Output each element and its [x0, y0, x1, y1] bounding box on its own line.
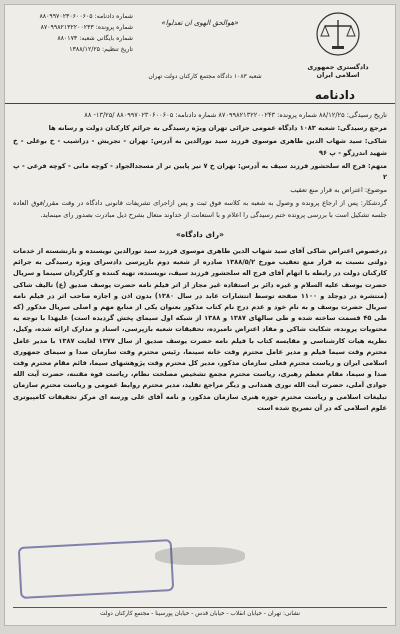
plaintiff: شاکی: سید شهاب الدین طاهری موسوی فرزند سید نورالدین به آدرس: تهران - تجریش - دزاشیب - خ بوعلی - خ شهید اندرزگو - پ ۹۶ — [13, 137, 387, 157]
verdict-heading: «رای دادگاه» — [176, 229, 224, 239]
footer-address: نشانی: تهران - خیابان انقلاب - خیابان قدس - خیابان پورسینا - مجتمع کارکنان دولت — [13, 607, 387, 617]
court-verdict-document — [4, 4, 396, 626]
judiciary-emblem-block — [295, 11, 381, 79]
official-stamp — [18, 539, 175, 599]
verdict-paragraph: درخصوص اعتراض شاکی آقای سید شهاب الدین طاهری موسوی فرزند سید نورالدین نویسنده و بازنشسته از خدمات دولتی نسبت به قرار منع تعقیب مورخ ۱۳۸۸/۵/۲ صادره از شعبه دوم بازپرسی دادسرای ویژه رسیدگی به جرائم کارکنان دولت در رابطه با اتهام آقای فرج اله سلحشور فرزند سیف، نویسنده، تهیه کننده و کارگردان سینما و سریال حضرت یوسف علیه السلام و غیره دائر بر استفاده غیر مجاز از اثر فیلم نامه حضرت یوسف صدیق (ع) تالیف شاکی (منتشره در دوجلد و ۱۱۰۰ صفحه توسط انتشارات عابد در سال ۱۳۸۰) بدون اذن و اجازه صاحب اثر در فیلم نامه سریال حضرت یوسف و به نام خود و عدم درج نام کتاب مذکور بعنوان یکی از منابع مهم و اصلی سریال مذکور (که طی ۴۵ قسمت ساخته شده و طی سالهای ۱۳۸۷ و ۱۳۸۸ از شبکه اول سیمای پخش گردیده است) علیهذا با توجه به محتویات پرونده، شکایت شاکی و مفاد اعتراض نامبرده، تحقیقات شعبه بازپرسی، اسناد و مدارک ارائه شده، وکیل، نظریه هیات کارشناسی و مقایسه کتاب با فیلم نامه حضرت یوسف صدیق از سال ۱۳۷۷ لغایت ۱۳۸۷ با مدیر عامل محترم وقت سیما فیلم و مدیر عامل محترم وقت خانه سینما، رئیس محترم وقت سازمان صدا و سیمای جمهوری اسلامی ایران و ریاست محترم فعلی سازمان مذکور، مدیر کل محترم وقت پژوهشهای سیما، قائم مقام محترم وقت صدا و سیما، مقام معظم رهبری، ریاست محترم مجمع تشخیص مصلحت نظام، ریاست قوه مقننه، حضرت آیت الله جوادی آملی، حضرت آیت الله نوری همدانی و دیگر مراجع تقلید، مدیر محترم روابط عمومی و ریاست محترم سازمان تبلیغات اسلامی و ریاست محترم حوزه هنری سازمان مذکور، و نامه آقای علی ورسه ای مرکز تحقیقات کامپیوتری علوم اسلامی که در آن تصریح شده است — [13, 247, 388, 412]
document-meta — [13, 11, 133, 55]
proceedings: گردشکار: پس از ارجاع پرونده و وصول به شعبه به کلاسه فوق ثبت و پس ازاجرای تشریفات قانونی دادگاه در وقت مقرر/فوق العاده جلسه تشکیل است با بررسی پرونده ختم رسیدگی را اعلام و با استعانت از خداوند متعال بشرح ذیل مبادرت بصدور رای مینماید. — [13, 199, 387, 219]
subject: موضوع: اعتراض به قرار منع تعقیب — [290, 186, 387, 195]
document-header — [5, 5, 395, 104]
issue-date: تاریخ تنظیم: ۱۳۸۸/۱۲/۲۵ — [69, 46, 133, 53]
hearing-info: تاریخ رسیدگی: ۸۸/۱۲/۲۵ شماره پرونده: ۸۷۰۹۹۸۲۱۳۲۲۰۰۲۴۳ شماره دادنامه: ۸۸۰۹۹۷۰۲۳۰۶۰۰۶۰۵ /۱۳/۲۵- ۸۸ — [84, 111, 387, 119]
document-title: دادنامه — [314, 88, 355, 102]
document-body — [5, 104, 395, 414]
scales-of-justice-icon — [315, 11, 361, 57]
court-reference: مرجع رسیدگی: شعبه ۱۰۸۳ دادگاه عمومی جزائی تهران ویژه رسیدگی به جرائم کارکنان دولت و رسانه ها — [48, 124, 387, 133]
defendant: متهم: فرج اله سلحشور فرزند سیف به آدرس: تهران خ ۷ تیر پایین تر از مسجدالجواد - کوچه مانی - کوچه فرعی - پ ۲ — [13, 161, 387, 182]
case-number: شماره پرونده: ۸۷۰۹۹۸۲۱۳۲۲۰۰۲۴۳ — [40, 24, 133, 31]
basmala: «هوالحق الهوی ان تعدلوا» — [161, 19, 239, 27]
archive-number: شماره بایگانی شعبه: ۸۸۰۱۷۳ — [57, 35, 133, 42]
court-branch-line: شعبه ۱۰۸۳ دادگاه مجتمع کارکنان دولت تهران — [148, 73, 262, 80]
verdict-number: شماره دادنامه: ۸۸۰۹۹۷۰۲۳۰۶۰۰۶۰۵ — [39, 13, 133, 20]
judiciary-name: دادگستری جمهوری اسلامی ایران — [307, 63, 369, 79]
